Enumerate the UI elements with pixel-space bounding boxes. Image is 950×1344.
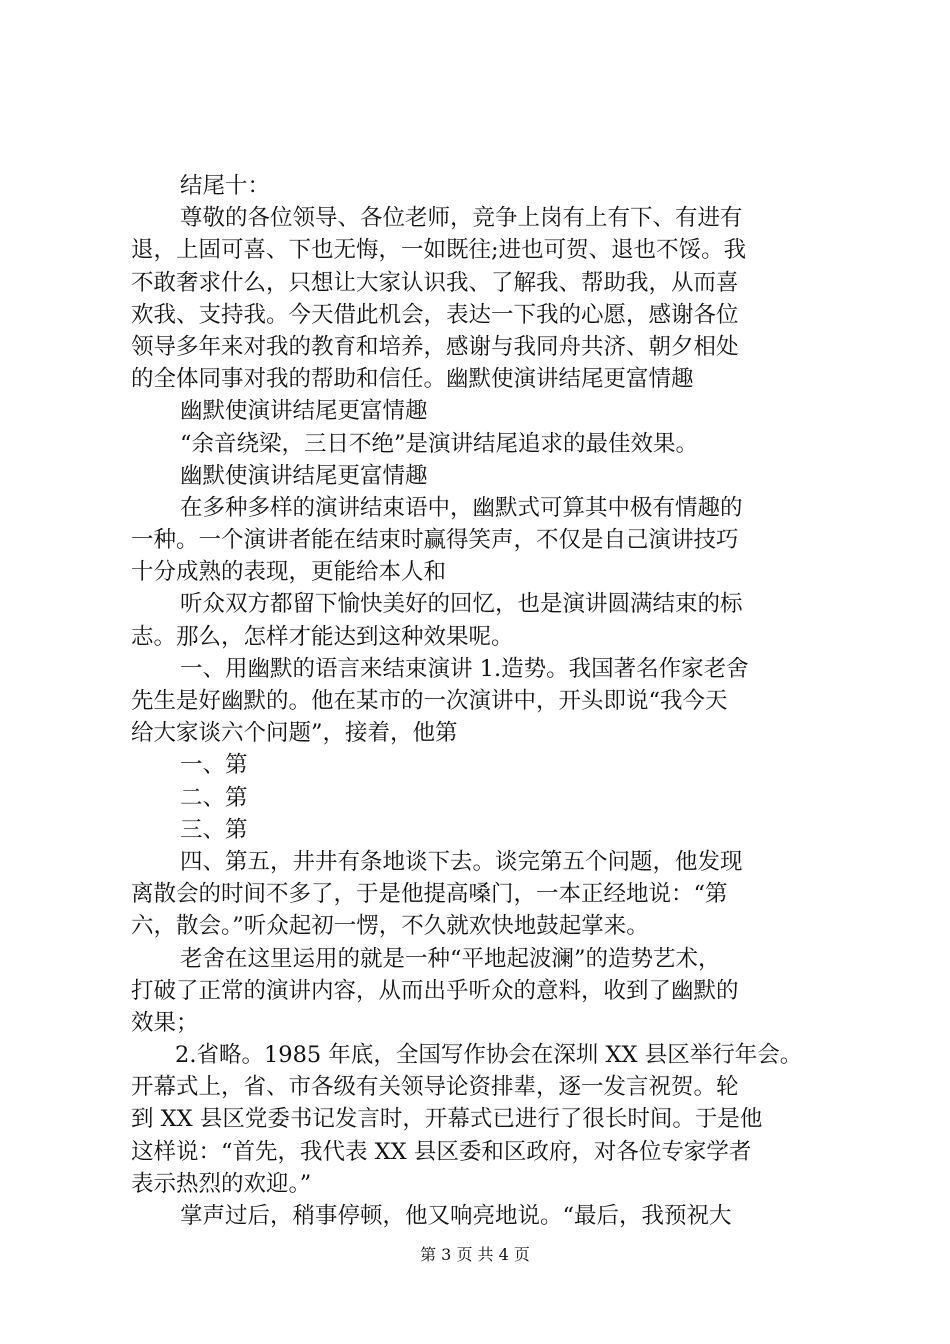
text-line: 开幕式上，省、市各级有关领导论资排辈，逐一发言祝贺。轮 [131,1074,739,1101]
text-line: 二、第 [180,784,248,811]
text-line: 先生是好幽默的。他在某市的一次演讲中，开头即说“我今天 [131,688,728,714]
text-line: 给大家谈六个问题”，接着，他第 [131,720,458,747]
text-line: 到 XX 县区党委书记发言时，开幕式已进行了很长时间。于是他 [131,1106,763,1133]
text-line: 欢我、支持我。今天借此机会，表达一下我的心愿，感谢各位 [131,301,739,328]
text-line: 四、第五，井井有条地谈下去。谈完第五个问题，他发现 [180,848,743,875]
text-line: 表示热烈的欢迎。” [131,1170,312,1197]
text-line: 老舍在这里运用的就是一种“平地起波澜”的造势艺术， [180,945,721,972]
text-line: 幽默使演讲结尾更富情趣 [180,398,428,425]
text-line: 退，上固可喜、下也无悔，一如既往;进也可贺、退也不馁。我 [131,237,747,264]
text-line: 结尾十： [180,173,271,199]
text-line: 2.省略。1985 年底，全国写作协会在深圳 XX 县区举行年会。 [175,1042,803,1069]
text-line: 六，散会。”听众起初一愣，不久就欢快地鼓起掌来。 [131,913,649,940]
text-line: 一、第 [180,752,248,779]
text-line: 离散会的时间不多了，于是他提高嗓门，一本正经地说：“第 [131,881,728,908]
text-line: 尊敬的各位领导、各位老师，竞争上岗有上有下、有进有 [180,205,743,232]
text-line: 掌声过后，稍事停顿，他又响亮地说。“最后，我预祝大 [180,1203,732,1229]
text-line: 三、第 [180,816,248,843]
text-line: 幽默使演讲结尾更富情趣 [180,462,428,489]
text-line: 效果； [131,1009,199,1036]
text-line: “余音绕梁，三日不绝”是演讲结尾追求的最佳效果。 [180,430,699,457]
text-line: 领导多年来对我的教育和培养，感谢与我同舟共济、朝夕相处 [131,333,739,360]
text-line: 志。那么，怎样才能达到这种效果呢。 [131,623,514,650]
text-line: 这样说：“首先，我代表 XX 县区委和区政府，对各位专家学者 [131,1138,752,1165]
text-line: 一、用幽默的语言来结束演讲 1.造势。我国著名作家老舍 [180,655,749,682]
text-line: 打破了正常的演讲内容，从而出乎听众的意料，收到了幽默的 [131,977,739,1004]
text-line: 在多种多样的演讲结束语中，幽默式可算其中极有情趣的 [180,494,743,521]
page-footer: 第 3 页 共 4 页 [420,1245,530,1264]
text-line: 十分成熟的表现，更能给本人和 [131,559,447,586]
text-line: 一种。一个演讲者能在结束时赢得笑声，不仅是自己演讲技巧 [131,527,739,554]
text-line: 不敢奢求什么，只想让大家认识我、了解我、帮助我，从而喜 [131,269,739,296]
text-line: 听众双方都留下愉快美好的回忆，也是演讲圆满结束的标 [180,591,743,618]
text-line: 的全体同事对我的帮助和信任。幽默使演讲结尾更富情趣 [131,366,694,393]
document-body [131,170,831,1232]
